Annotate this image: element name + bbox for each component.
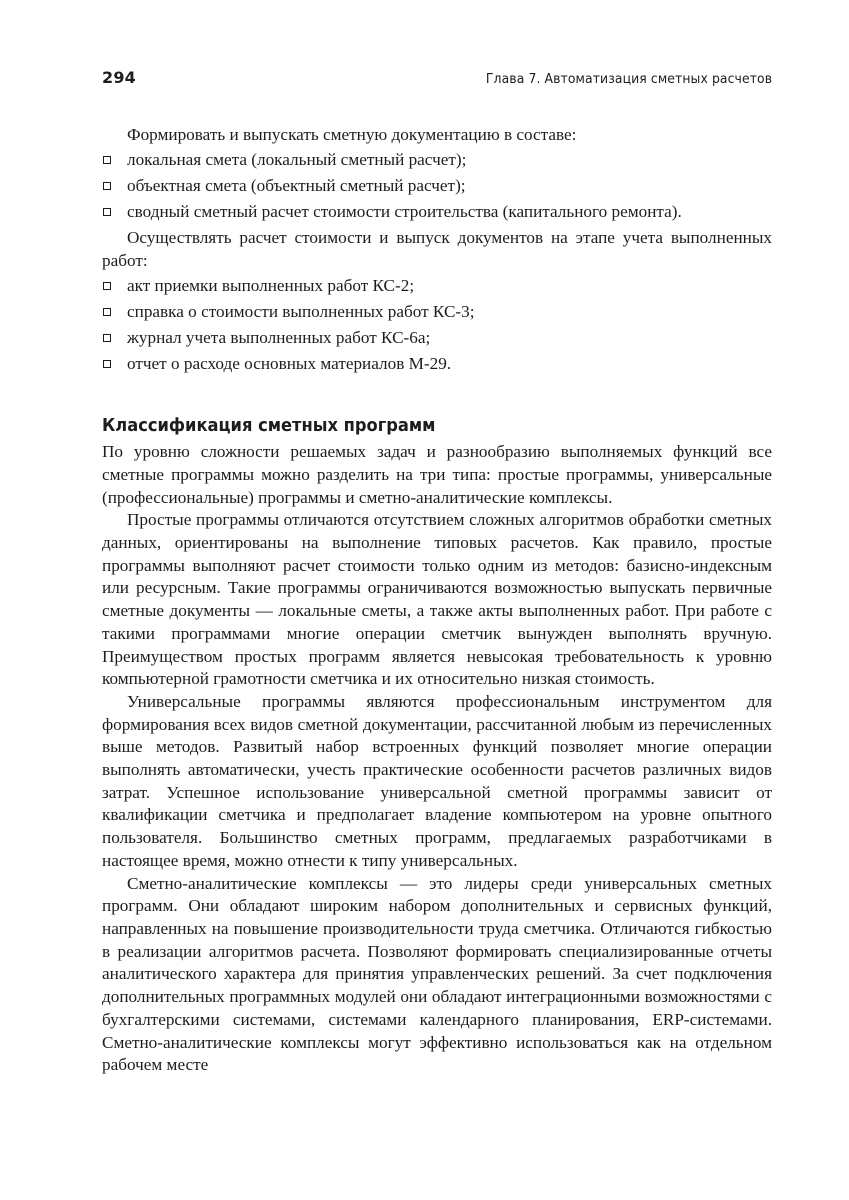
chapter-title: Глава 7. Автоматизация сметных расчетов: [485, 71, 772, 87]
checkbox-bullet-icon: [103, 360, 111, 368]
list-item-text: сводный сметный расчет стоимости строительства (капитального ремонта).: [127, 202, 682, 222]
body-paragraph: Простые программы отличаются отсутствием сложных алгоритмов обработки сметных данных, ориентированы на выполнение типовых расчетов. Как правило, простые программы выполняют расчет стоимости только одним из методов: базисно-индексным или ресурсным. Такие программы ограничиваются возможностью выпускать первичные сметные документы — локальные сметы, а также акты выполненных работ. При работе с такими программами многие операции сметчик вынужден выполнять вручную. Преимуществом простых программ является невысокая требовательность к уровню компьютерной грамотности сметчика и их относительно низкая стоимость.: [102, 510, 772, 689]
section-heading: Классификация сметных программ: [102, 415, 436, 436]
list-item-text: объектная смета (объектный сметный расчет);: [127, 175, 466, 195]
body-paragraph: Универсальные программы являются профессиональным инструментом для формирования всех видов сметной документации, рассчитанной любым из перечисленных выше методов. Развитый набор встроенных функций позволяет многие операции выполнять автоматически, учесть практические особенности расчетов различных видов затрат. Успешное использование универсальной сметной программы зависит от квалификации сметчика и предполагает владение компьютером на уровне опытного пользователя. Большинство сметных программ, предлагаемых разработчиками в настоящее время, можно отнести к типу универсальных.: [102, 691, 772, 870]
book-page: [102, 68, 772, 1077]
running-header: [102, 68, 772, 90]
checkbox-bullet-icon: [103, 156, 111, 164]
list-item: [102, 173, 772, 199]
documentation-list: [102, 147, 772, 226]
list-item: [102, 273, 772, 299]
list-intro-paragraph: Осуществлять расчет стоимости и выпуск документов на этапе учета выполненных работ:: [102, 228, 772, 271]
checkbox-bullet-icon: [103, 334, 111, 342]
list-item: [102, 147, 772, 173]
list-item: [102, 299, 772, 325]
list-item-text: акт приемки выполненных работ КС-2;: [127, 275, 415, 295]
checkbox-bullet-icon: [103, 308, 111, 316]
list-item: [102, 351, 772, 377]
list-item-text: локальная смета (локальный сметный расчет);: [127, 149, 467, 169]
body-paragraph: Сметно-аналитические комплексы — это лидеры среди универсальных сметных программ. Они обладают широким набором дополнительных и сервисных функций, направленных на повышение производительности труда сметчика. Отличаются гибкостью в реализации алгоритмов расчета. Позволяют формировать специализированные отчеты аналитического характера для принятия управленческих решений. За счет подключения дополнительных программных модулей они обладают интеграционными возможностями с бухгалтерскими системами, системами календарного планирования, ERP-системами. Сметно-аналитические комплексы могут эффективно использоваться как на отдельном рабочем месте: [102, 873, 772, 1075]
list-item-text: журнал учета выполненных работ КС-6а;: [127, 328, 431, 348]
completed-works-list: [102, 273, 772, 378]
list-item: [102, 325, 772, 351]
list-item-text: справка о стоимости выполненных работ КС-3;: [127, 301, 475, 321]
body-paragraph: По уровню сложности решаемых задач и разнообразию выполняемых функций все сметные программы можно разделить на три типа: простые программы, универсальные (профессиональные) программы и сметно-аналитические комплексы.: [102, 442, 772, 507]
checkbox-bullet-icon: [103, 208, 111, 216]
list-intro-paragraph: Формировать и выпускать сметную документацию в составе:: [127, 125, 577, 144]
list-item: [102, 199, 772, 225]
page-number: 294: [102, 68, 136, 87]
checkbox-bullet-icon: [103, 282, 111, 290]
page-body: [102, 124, 772, 1077]
checkbox-bullet-icon: [103, 182, 111, 190]
list-item-text: отчет о расходе основных материалов М-29.: [127, 354, 452, 374]
